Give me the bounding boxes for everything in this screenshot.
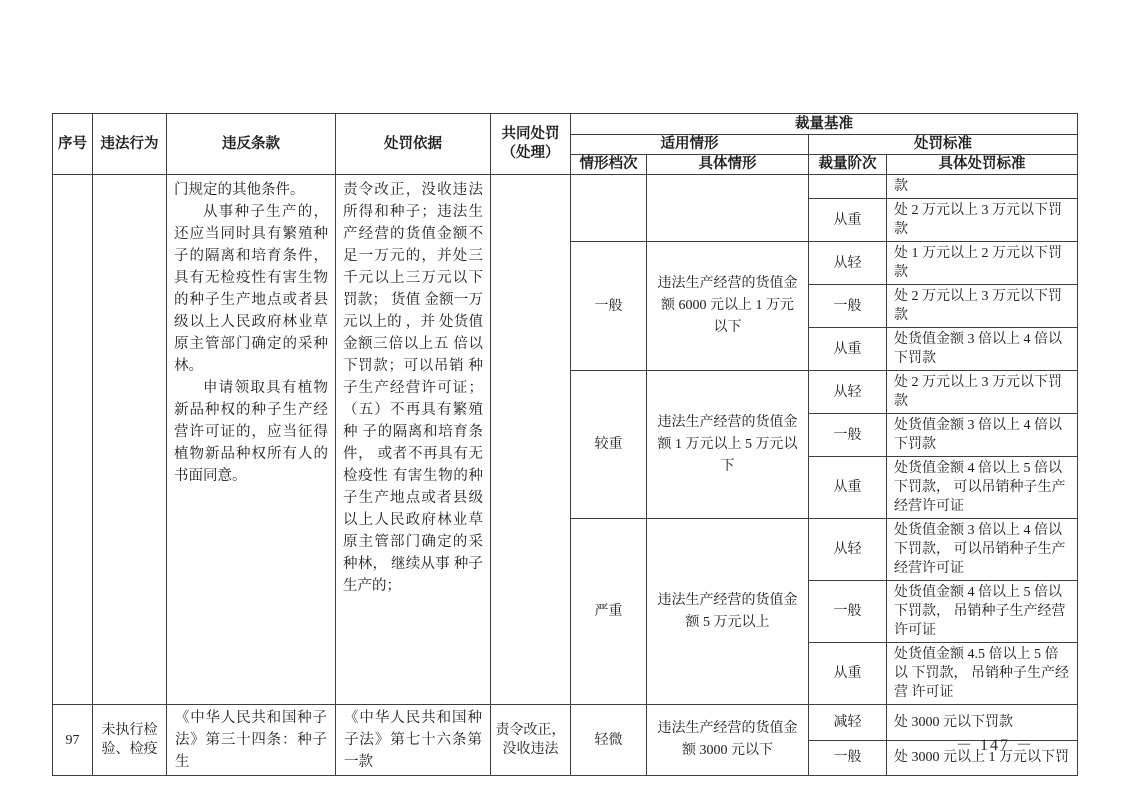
cell-situation-level: 轻微 bbox=[571, 705, 647, 776]
header-joint-penalty: 共同处罚（处理） bbox=[491, 114, 571, 175]
header-penalty-standard: 处罚标准 bbox=[809, 135, 1078, 155]
cell-penalty-basis: 《中华人民共和国种子法》第七十六条第一款 bbox=[336, 705, 491, 776]
cell-illegal-act: 未执行检验、检疫 bbox=[93, 705, 167, 776]
page-number: － 147 － bbox=[955, 737, 1034, 754]
cell-specific-penalty: 处货值金额 4 倍以上 5 倍以 下罚款， 可以吊销种子生产 经营许可证 bbox=[887, 457, 1078, 519]
cell-discretion-stage: 一般 bbox=[809, 581, 887, 643]
cell-violated-clause bbox=[167, 175, 336, 705]
cell-serial-number bbox=[53, 175, 93, 705]
header-serial-number: 序号 bbox=[53, 114, 93, 175]
header-specific-situation: 具体情形 bbox=[647, 155, 809, 175]
penalty-standards-table bbox=[52, 113, 1078, 776]
cell-specific-penalty: 处货值金额 4.5 倍以上 5 倍以 下罚款， 吊销种子生产经营 许可证 bbox=[887, 643, 1078, 705]
cell-discretion-stage: 从重 bbox=[809, 328, 887, 371]
cell-discretion-stage: 从重 bbox=[809, 199, 887, 242]
header-specific-penalty-standard: 具体处罚标准 bbox=[887, 155, 1078, 175]
cell-specific-penalty: 处货值金额 4 倍以上 5 倍以 下罚款， 吊销种子生产经营 许可证 bbox=[887, 581, 1078, 643]
cell-illegal-act bbox=[93, 175, 167, 705]
cell-specific-penalty: 处 2 万元以上 3 万元以下罚 款 bbox=[887, 199, 1078, 242]
cell-situation-level: 严重 bbox=[571, 519, 647, 705]
cell-discretion-stage: 从轻 bbox=[809, 519, 887, 581]
header-applicable-situations: 适用情形 bbox=[571, 135, 809, 155]
header-illegal-act: 违法行为 bbox=[93, 114, 167, 175]
cell-discretion-stage: 从重 bbox=[809, 457, 887, 519]
header-violated-clause: 违反条款 bbox=[167, 114, 336, 175]
cell-specific-penalty: 款 bbox=[887, 175, 1078, 199]
cell-discretion-stage: 一般 bbox=[809, 285, 887, 328]
cell-specific-penalty: 处 2 万元以上 3 万元以下罚 款 bbox=[887, 371, 1078, 414]
header-penalty-basis: 处罚依据 bbox=[336, 114, 491, 175]
header-discretion-standard: 裁量基准 bbox=[571, 114, 1078, 135]
cell-specific-situation: 违法生产经营的货值金额 5 万元以上 bbox=[647, 519, 809, 705]
cell-specific-situation: 违法生产经营的货值金额 6000 元以上 1 万元以下 bbox=[647, 242, 809, 371]
cell-situation-level: 一般 bbox=[571, 242, 647, 371]
cell-discretion-stage: 从重 bbox=[809, 643, 887, 705]
cell-specific-penalty: 处 3000 元以下罚款 bbox=[887, 705, 1078, 741]
cell-serial-number: 97 bbox=[53, 705, 93, 776]
cell-discretion-stage: 从轻 bbox=[809, 371, 887, 414]
cell-specific-situation bbox=[647, 175, 809, 242]
cell-discretion-stage: 一般 bbox=[809, 740, 887, 776]
cell-specific-penalty: 处货值金额 3 倍以上 4 倍以 下罚款， 可以吊销种子生产 经营许可证 bbox=[887, 519, 1078, 581]
cell-specific-penalty: 处货值金额 3 倍以上 4 倍以 下罚款 bbox=[887, 328, 1078, 371]
cell-specific-situation: 违法生产经营的货值金额 3000 元以下 bbox=[647, 705, 809, 776]
clause-paragraph: 门规定的其他条件。 bbox=[174, 182, 305, 198]
cell-specific-penalty: 处 1 万元以上 2 万元以下罚 款 bbox=[887, 242, 1078, 285]
header-discretion-stage: 裁量阶次 bbox=[809, 155, 887, 175]
cell-joint-penalty: 责令改正，没收违法 bbox=[491, 705, 571, 776]
cell-joint-penalty bbox=[491, 175, 571, 705]
cell-specific-penalty: 处 3000 元以上 1 万元以下罚 bbox=[887, 740, 1078, 776]
cell-specific-penalty: 处 2 万元以上 3 万元以下罚 款 bbox=[887, 285, 1078, 328]
cell-specific-situation: 违法生产经营的货值金额 1 万元以上 5 万元以下 bbox=[647, 371, 809, 519]
cell-situation-level: 较重 bbox=[571, 371, 647, 519]
cell-discretion-stage: 减轻 bbox=[809, 705, 887, 741]
cell-discretion-stage: 一般 bbox=[809, 414, 887, 457]
cell-specific-penalty: 处货值金额 3 倍以上 4 倍以 下罚款 bbox=[887, 414, 1078, 457]
penalty-standards-table-wrap bbox=[52, 113, 1078, 776]
clause-paragraph: 申请领取具有植物新品种权的种子生产经营许可证的，应当征得植物新品种权所有人的书面同意。 bbox=[174, 380, 328, 484]
cell-violated-clause: 《中华人民共和国种子法》第三十四条：种子生 bbox=[167, 705, 336, 776]
header-situation-level: 情形档次 bbox=[571, 155, 647, 175]
cell-situation-level bbox=[571, 175, 647, 242]
cell-penalty-basis: 责令改正，没收违法所得和种子；违法生产经营的货值金额不足一万元的，并处三千元以上三万元以下罚款； 货值 金额一万元以上的 ，并 处货值金额三倍以上五 倍以下罚款；可以吊销 种子生产经营许可证； （五）不再具有繁殖种 子的隔离和培育条件， 或者不再具有无检疫性 有害生物的种子生产地点或者县级以上人民政府林业草原主管部门确定的采种林， 继续从事 种子生产的； bbox=[336, 175, 491, 705]
clause-paragraph: 从事种子生产的，还应当同时具有繁殖种子的隔离和培育条件，具有无检疫性有害生物的种子生产地点或者县级以上人民政府林业草原主管部门确定的采种林。 bbox=[174, 204, 328, 374]
cell-discretion-stage: 从轻 bbox=[809, 242, 887, 285]
cell-discretion-stage bbox=[809, 175, 887, 199]
